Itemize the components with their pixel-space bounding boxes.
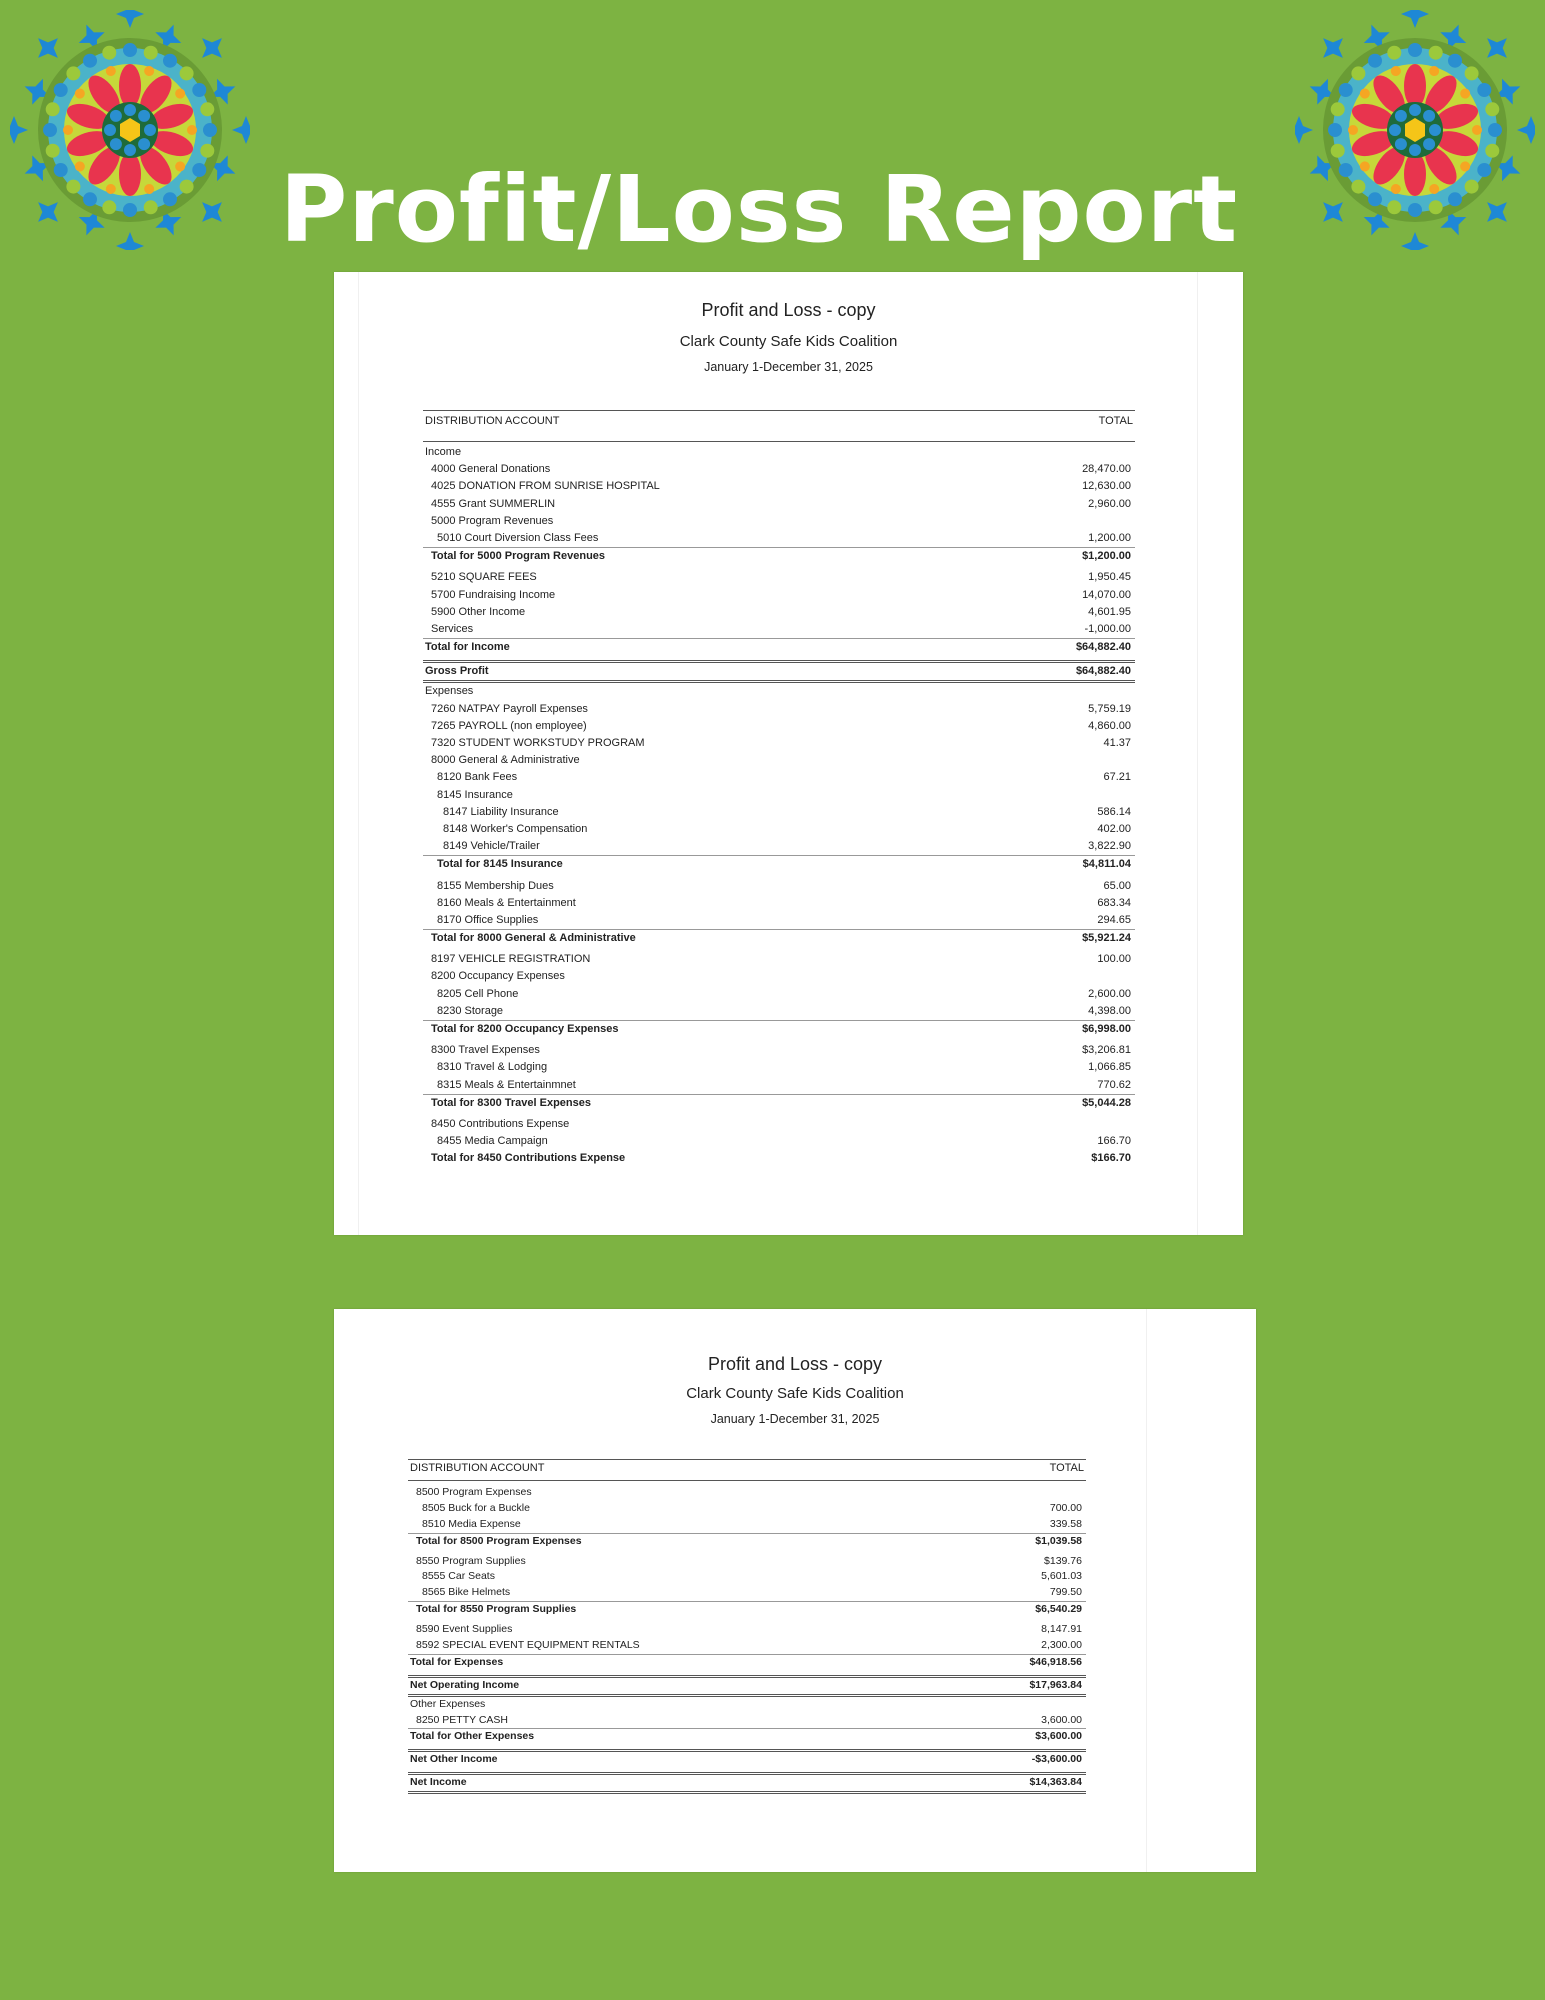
row-account-label: 8170 Office Supplies [437,913,539,926]
table-row [423,718,1135,735]
table-row [408,1485,1086,1501]
row-account-label: 8160 Meals & Entertainment [437,896,576,909]
table-row [423,444,1135,461]
row-amount: 12,630.00 [1082,480,1131,493]
table-row [423,912,1135,929]
report-title: Profit and Loss - copy [701,300,876,320]
table-row [423,513,1135,530]
row-account-label: 7260 NATPAY Payroll Expenses [431,702,588,715]
row-amount: 2,300.00 [1041,1639,1082,1652]
row-account-label: 8145 Insurance [437,788,513,801]
row-account-label: 8565 Bike Helmets [422,1586,511,1599]
table-row [408,1713,1086,1729]
table-row [423,1150,1135,1167]
row-amount: 4,398.00 [1088,1004,1131,1017]
table-row [423,530,1135,547]
row-amount: 1,200.00 [1088,531,1131,544]
row-amount: 294.65 [1097,913,1131,926]
row-amount: $5,044.28 [1082,1096,1131,1109]
row-amount: 100.00 [1097,953,1131,966]
row-amount: 770.62 [1097,1078,1131,1091]
row-amount: 2,600.00 [1088,987,1131,1000]
table-row [423,929,1135,947]
row-amount: 700.00 [1049,1501,1082,1514]
row-account-label: 5700 Fundraising Income [431,588,556,601]
column-header-account: DISTRIBUTION ACCOUNT [425,415,560,427]
row-amount: 799.50 [1049,1586,1082,1599]
row-account-label: Net Income [410,1776,467,1789]
column-header-total: TOTAL [1098,415,1133,427]
report-period: January 1-December 31, 2025 [704,360,873,374]
table-row [423,895,1135,912]
row-account-label: 8147 Liability Insurance [443,805,559,818]
row-account-label: 8230 Storage [437,1004,504,1017]
table-row [408,1517,1086,1533]
table-row [423,1003,1135,1020]
table-row [423,735,1135,752]
table-row [423,986,1135,1003]
report-page-1 [334,272,1243,1235]
report-organization: Clark County Safe Kids Coalition [686,1385,904,1402]
row-amount: 28,470.00 [1082,463,1131,476]
row-amount: $4,811.04 [1082,858,1131,871]
row-account-label: 8149 Vehicle/Trailer [443,840,540,853]
row-account-label: 8120 Bank Fees [437,771,518,784]
table-row [423,1042,1135,1059]
row-amount: $6,998.00 [1082,1023,1131,1035]
table-row [423,660,1135,683]
table-row [408,1749,1086,1768]
table-row [423,821,1135,838]
banner-title: Profit/Loss Report [279,156,1239,263]
report-table [423,410,1135,1168]
row-amount: $3,600.00 [1035,1730,1082,1743]
table-row [423,621,1135,638]
table-row [408,1675,1086,1697]
table-row [408,1638,1086,1654]
row-amount: 41.37 [1103,737,1131,749]
table-row [423,1077,1135,1094]
row-account-label: Total for 8200 Occupancy Expenses [431,1023,619,1035]
table-header [423,410,1135,442]
table-row [423,838,1135,855]
row-amount: $3,206.81 [1082,1044,1131,1057]
table-row [408,1533,1086,1550]
row-amount: 4,860.00 [1088,719,1131,732]
row-amount: 339.58 [1049,1517,1082,1530]
table-row [423,1059,1135,1076]
row-account-label: 8300 Travel Expenses [431,1044,540,1057]
row-account-label: Income [425,446,462,458]
row-account-label: 8000 General & Administrative [431,754,580,767]
row-account-label: Expenses [425,685,474,698]
row-account-label: 8550 Program Supplies [416,1554,526,1567]
row-amount: 4,601.95 [1088,605,1131,618]
table-row [423,968,1135,985]
row-amount: 1,950.45 [1088,571,1131,584]
row-account-label: Total for 8450 Contributions Expense [431,1152,626,1165]
row-account-label: Total for Income [425,641,510,654]
row-account-label: 5210 SQUARE FEES [431,571,537,584]
table-row [423,855,1135,873]
row-account-label: 8310 Travel & Lodging [437,1061,548,1074]
report-table [408,1459,1086,1794]
row-account-label: 8155 Membership Dues [437,879,554,892]
table-row [423,701,1135,718]
table-row [423,769,1135,786]
row-account-label: Total for 8000 General & Administrative [431,932,636,945]
row-account-label: 8250 PETTY CASH [416,1713,509,1726]
row-account-label: Total for Other Expenses [410,1730,535,1743]
row-amount: $14,363.84 [1029,1776,1082,1789]
table-rows [408,1481,1086,1794]
row-account-label: Total for 8500 Program Expenses [416,1534,582,1547]
table-row [408,1697,1086,1713]
table-row [423,569,1135,586]
row-amount: 586.14 [1097,805,1131,818]
table-row [423,496,1135,513]
report-page-2 [334,1309,1256,1872]
table-row [423,1020,1135,1038]
row-account-label: 8555 Car Seats [422,1570,495,1583]
row-account-label: 8200 Occupancy Expenses [431,970,565,983]
table-row [408,1554,1086,1570]
table-row [423,683,1135,700]
table-row [408,1728,1086,1745]
column-header-account: DISTRIBUTION ACCOUNT [410,1462,545,1474]
row-account-label: 8500 Program Expenses [416,1486,532,1498]
row-account-label: 8197 VEHICLE REGISTRATION [431,953,591,966]
row-account-label: 7265 PAYROLL (non employee) [431,719,587,732]
table-row [423,878,1135,895]
row-amount: 2,960.00 [1088,497,1131,510]
table-row [408,1601,1086,1618]
report-title: Profit and Loss - copy [707,1354,883,1374]
row-account-label: Total for Expenses [410,1655,504,1668]
row-account-label: 8592 SPECIAL EVENT EQUIPMENT RENTALS [416,1639,640,1652]
table-row [423,587,1135,604]
table-row [423,787,1135,804]
table-row [423,1116,1135,1133]
table-row [423,604,1135,621]
table-row [408,1622,1086,1638]
row-amount: $166.70 [1091,1152,1131,1165]
row-account-label: 8590 Event Supplies [416,1623,513,1636]
row-amount: 14,070.00 [1082,588,1131,601]
table-row [408,1654,1086,1671]
row-account-label: 5900 Other Income [431,605,526,618]
row-amount: 402.00 [1097,822,1131,835]
table-row [408,1772,1086,1794]
row-amount: 683.34 [1097,896,1131,909]
row-amount: $64,882.40 [1075,641,1131,654]
row-amount: -1,000.00 [1084,622,1131,635]
row-amount: $5,921.24 [1082,932,1131,945]
row-account-label: Gross Profit [425,665,489,678]
table-row [423,1094,1135,1112]
row-account-label: 4000 General Donations [431,463,551,476]
row-amount: 3,822.90 [1088,840,1131,853]
row-account-label: 8505 Buck for a Buckle [422,1501,530,1514]
row-amount: 3,600.00 [1041,1713,1082,1726]
report-period: January 1-December 31, 2025 [710,1412,880,1426]
row-amount: 8,147.91 [1041,1623,1082,1636]
row-account-label: Services [431,622,474,635]
row-account-label: 8510 Media Expense [422,1517,521,1530]
table-row [423,638,1135,656]
table-row [408,1569,1086,1585]
row-amount: 166.70 [1097,1135,1131,1148]
table-header [408,1459,1086,1481]
table-row [423,804,1135,821]
row-amount: $46,918.56 [1029,1655,1082,1668]
row-account-label: 8455 Media Campaign [437,1135,548,1148]
row-amount: $6,540.29 [1035,1603,1082,1616]
row-amount: 65.00 [1103,879,1131,892]
table-row [423,461,1135,478]
table-row [423,1133,1135,1150]
table-row [408,1585,1086,1601]
table-row [423,951,1135,968]
row-account-label: 5010 Court Diversion Class Fees [437,531,599,544]
row-account-label: 5000 Program Revenues [431,514,554,527]
row-amount: -$3,600.00 [1031,1753,1082,1766]
row-account-label: Total for 8300 Travel Expenses [431,1096,591,1109]
row-account-label: 7320 STUDENT WORKSTUDY PROGRAM [431,737,645,749]
row-account-label: Total for 8550 Program Supplies [416,1603,577,1616]
row-account-label: 8205 Cell Phone [437,987,519,1000]
report-organization: Clark County Safe Kids Coalition [679,333,898,350]
row-amount: $17,963.84 [1029,1678,1082,1691]
row-account-label: 8450 Contributions Expense [431,1117,570,1130]
row-amount: $139.76 [1044,1554,1082,1567]
table-row [423,752,1135,769]
row-account-label: 8148 Worker's Compensation [443,822,588,835]
table-row [408,1501,1086,1517]
row-account-label: Net Operating Income [410,1678,520,1691]
row-amount: $1,039.58 [1035,1534,1082,1547]
row-amount: 67.21 [1103,771,1131,784]
row-account-label: 4025 DONATION FROM SUNRISE HOSPITAL [431,480,660,493]
row-account-label: Net Other Income [410,1753,498,1766]
row-amount: $1,200.00 [1082,550,1131,563]
row-account-label: 8315 Meals & Entertainmnet [437,1078,576,1091]
row-account-label: Other Expenses [410,1697,486,1710]
row-amount: 1,066.85 [1088,1061,1131,1074]
column-header-total: TOTAL [1049,1462,1084,1474]
table-rows [423,442,1135,1168]
row-amount: $64,882.40 [1075,665,1131,678]
row-account-label: Total for 5000 Program Revenues [431,550,606,563]
row-amount: 5,759.19 [1088,702,1131,715]
row-amount: 5,601.03 [1041,1570,1082,1583]
table-row [423,478,1135,495]
row-account-label: Total for 8145 Insurance [437,858,563,871]
table-row [423,547,1135,565]
row-account-label: 4555 Grant SUMMERLIN [431,497,556,510]
